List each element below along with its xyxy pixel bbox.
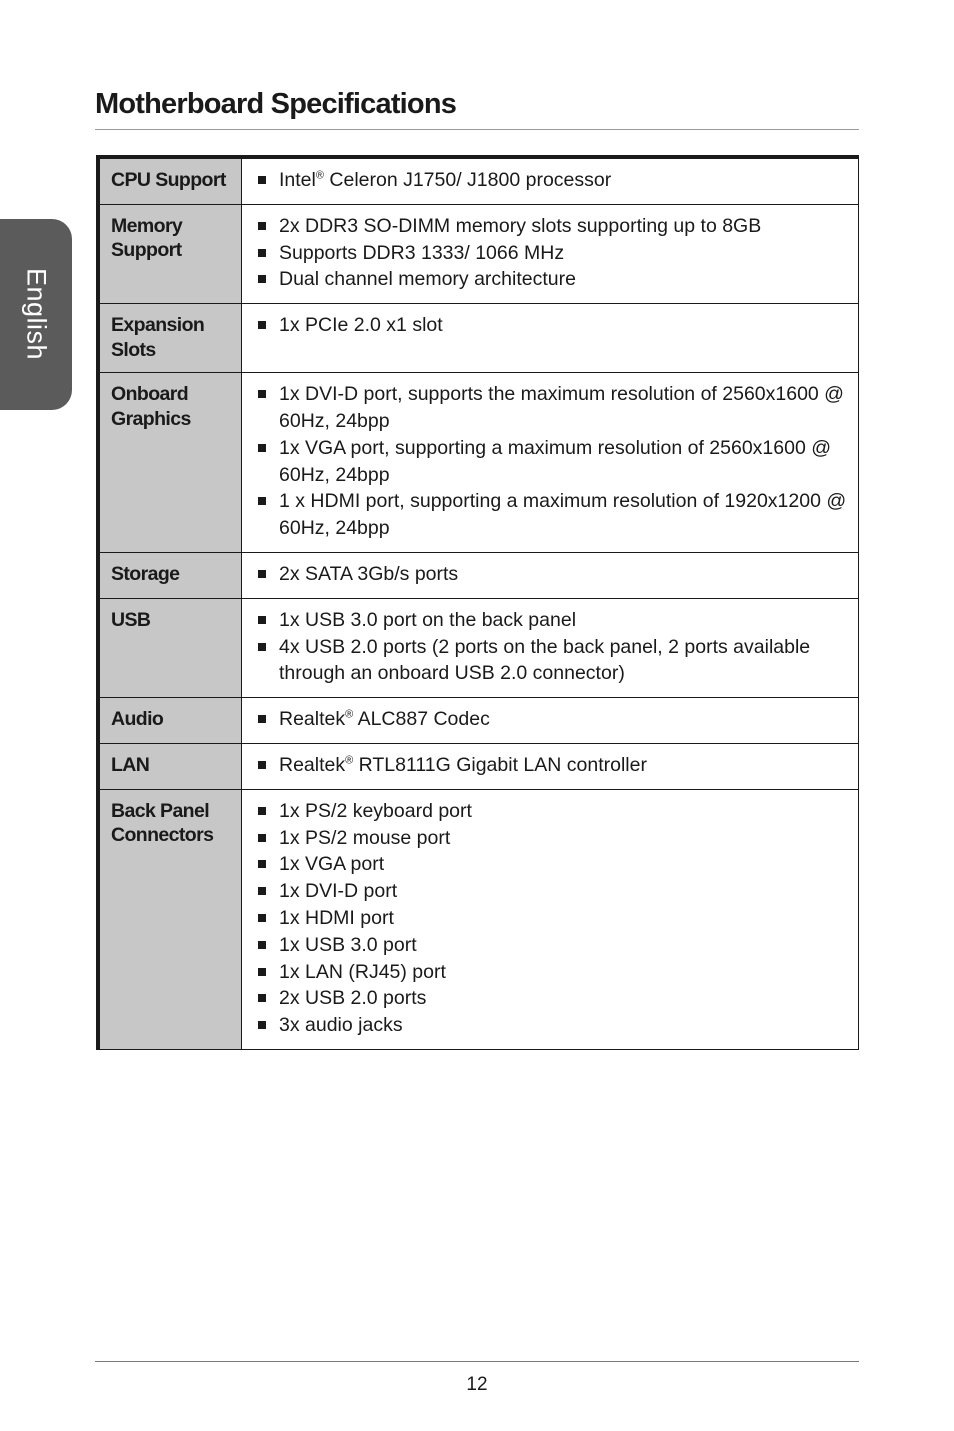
spec-label: Onboard Graphics: [98, 373, 242, 553]
spec-value-text: 1x PS/2 keyboard port: [279, 799, 472, 822]
square-bullet-icon: [258, 761, 266, 769]
spec-value-list: [256, 607, 848, 687]
spec-value-text: 1x LAN (RJ45) port: [279, 960, 446, 983]
spec-value-text: 1x USB 3.0 port: [279, 933, 417, 956]
spec-values: [242, 373, 859, 553]
spec-value-text: 1 x HDMI port, supporting a maximum resolution of 1920x1200 @ 60Hz, 24bpp: [279, 490, 847, 540]
spec-value-list: [256, 381, 848, 542]
spec-value-item: [256, 985, 848, 1012]
square-bullet-icon: [258, 807, 266, 815]
spec-value-item: [256, 905, 848, 932]
spec-row: [98, 743, 859, 789]
square-bullet-icon: [258, 887, 266, 895]
spec-value-item: [256, 1012, 848, 1039]
spec-value-list: [256, 312, 848, 339]
spec-row: [98, 789, 859, 1049]
spec-value-item: [256, 878, 848, 905]
spec-value-text: 1x DVI-D port: [279, 880, 398, 903]
spec-value-item: [256, 798, 848, 825]
spec-label: LAN: [98, 743, 242, 789]
spec-value-item: [256, 561, 848, 588]
spec-value-text: Dual channel memory architecture: [279, 268, 576, 291]
square-bullet-icon: [258, 321, 266, 329]
spec-label: Expansion Slots: [98, 304, 242, 373]
spec-values: [242, 552, 859, 598]
spec-value-list: [256, 706, 848, 733]
spec-value-item: [256, 435, 848, 489]
spec-label: Back Panel Connectors: [98, 789, 242, 1049]
spec-label: Storage: [98, 552, 242, 598]
spec-value-item: [256, 932, 848, 959]
spec-value-text: 1x HDMI port: [279, 906, 394, 929]
footer-divider: [95, 1361, 859, 1362]
language-tab-label: English: [21, 267, 52, 361]
square-bullet-icon: [258, 994, 266, 1002]
spec-value-item: [256, 752, 848, 779]
spec-value-text: 1x VGA port: [279, 853, 385, 876]
spec-values: [242, 204, 859, 303]
spec-value-text: Realtek® ALC887 Codec: [279, 708, 490, 731]
square-bullet-icon: [258, 643, 266, 651]
spec-value-text: Intel® Celeron J1750/ J1800 processor: [279, 169, 612, 191]
square-bullet-icon: [258, 834, 266, 842]
square-bullet-icon: [258, 444, 266, 452]
specifications-table: [96, 155, 859, 1050]
spec-value-text: 1x USB 3.0 port on the back panel: [279, 608, 577, 631]
spec-value-text: Realtek® RTL8111G Gigabit LAN controller: [279, 753, 647, 776]
spec-row: [98, 157, 859, 204]
square-bullet-icon: [258, 275, 266, 283]
square-bullet-icon: [258, 860, 266, 868]
spec-row: [98, 373, 859, 553]
square-bullet-icon: [258, 497, 266, 505]
spec-value-text: Supports DDR3 1333/ 1066 MHz: [279, 241, 565, 264]
spec-value-text: 3x audio jacks: [279, 1014, 403, 1037]
spec-row: [98, 698, 859, 744]
spec-value-item: [256, 266, 848, 293]
spec-value-list: [256, 561, 848, 588]
spec-value-list: [256, 213, 848, 293]
spec-value-text: 1x DVI-D port, supports the maximum resolution of 2560x1600 @ 60Hz, 24bpp: [279, 383, 844, 432]
language-tab: [0, 219, 72, 410]
square-bullet-icon: [258, 914, 266, 922]
spec-value-item: [256, 851, 848, 878]
spec-value-item: [256, 167, 848, 194]
spec-value-text: 4x USB 2.0 ports (2 ports on the back panel, 2 ports available through an onboard USB 2.0 connector): [279, 635, 811, 685]
square-bullet-icon: [258, 616, 266, 624]
spec-value-text: 2x USB 2.0 ports: [279, 987, 427, 1010]
spec-label: USB: [98, 598, 242, 697]
spec-value-item: [256, 825, 848, 852]
square-bullet-icon: [258, 222, 266, 230]
spec-row: [98, 204, 859, 303]
title-divider: [95, 129, 859, 130]
spec-value-text: 1x PS/2 mouse port: [279, 826, 451, 849]
square-bullet-icon: [258, 715, 266, 723]
square-bullet-icon: [258, 1021, 266, 1029]
spec-value-list: [256, 167, 848, 194]
spec-value-item: [256, 213, 848, 240]
spec-value-item: [256, 240, 848, 267]
specifications-body: [98, 157, 859, 1049]
spec-values: [242, 698, 859, 744]
square-bullet-icon: [258, 249, 266, 257]
square-bullet-icon: [258, 941, 266, 949]
spec-label: CPU Support: [98, 157, 242, 204]
spec-value-item: [256, 634, 848, 688]
spec-value-item: [256, 706, 848, 733]
square-bullet-icon: [258, 968, 266, 976]
spec-row: [98, 552, 859, 598]
spec-values: [242, 157, 859, 204]
spec-row: [98, 598, 859, 697]
spec-label: Memory Support: [98, 204, 242, 303]
spec-values: [242, 743, 859, 789]
spec-row: [98, 304, 859, 373]
square-bullet-icon: [258, 570, 266, 578]
page-number: 12: [466, 1374, 488, 1395]
spec-label: Audio: [98, 698, 242, 744]
spec-values: [242, 789, 859, 1049]
spec-value-item: [256, 381, 848, 435]
spec-value-item: [256, 607, 848, 634]
square-bullet-icon: [258, 176, 266, 184]
spec-value-item: [256, 312, 848, 339]
spec-value-text: 1x PCIe 2.0 x1 slot: [279, 314, 443, 337]
page-title: Motherboard Specifications: [95, 88, 457, 120]
spec-value-text: 2x DDR3 SO-DIMM memory slots supporting up to 8GB: [279, 214, 762, 237]
square-bullet-icon: [258, 390, 266, 398]
spec-value-list: [256, 752, 848, 779]
spec-value-text: 2x SATA 3Gb/s ports: [279, 562, 459, 585]
spec-value-text: 1x VGA port, supporting a maximum resolution of 2560x1600 @ 60Hz, 24bpp: [279, 436, 832, 486]
spec-value-list: [256, 798, 848, 1039]
spec-values: [242, 304, 859, 373]
spec-value-item: [256, 959, 848, 986]
spec-value-item: [256, 488, 848, 542]
spec-values: [242, 598, 859, 697]
